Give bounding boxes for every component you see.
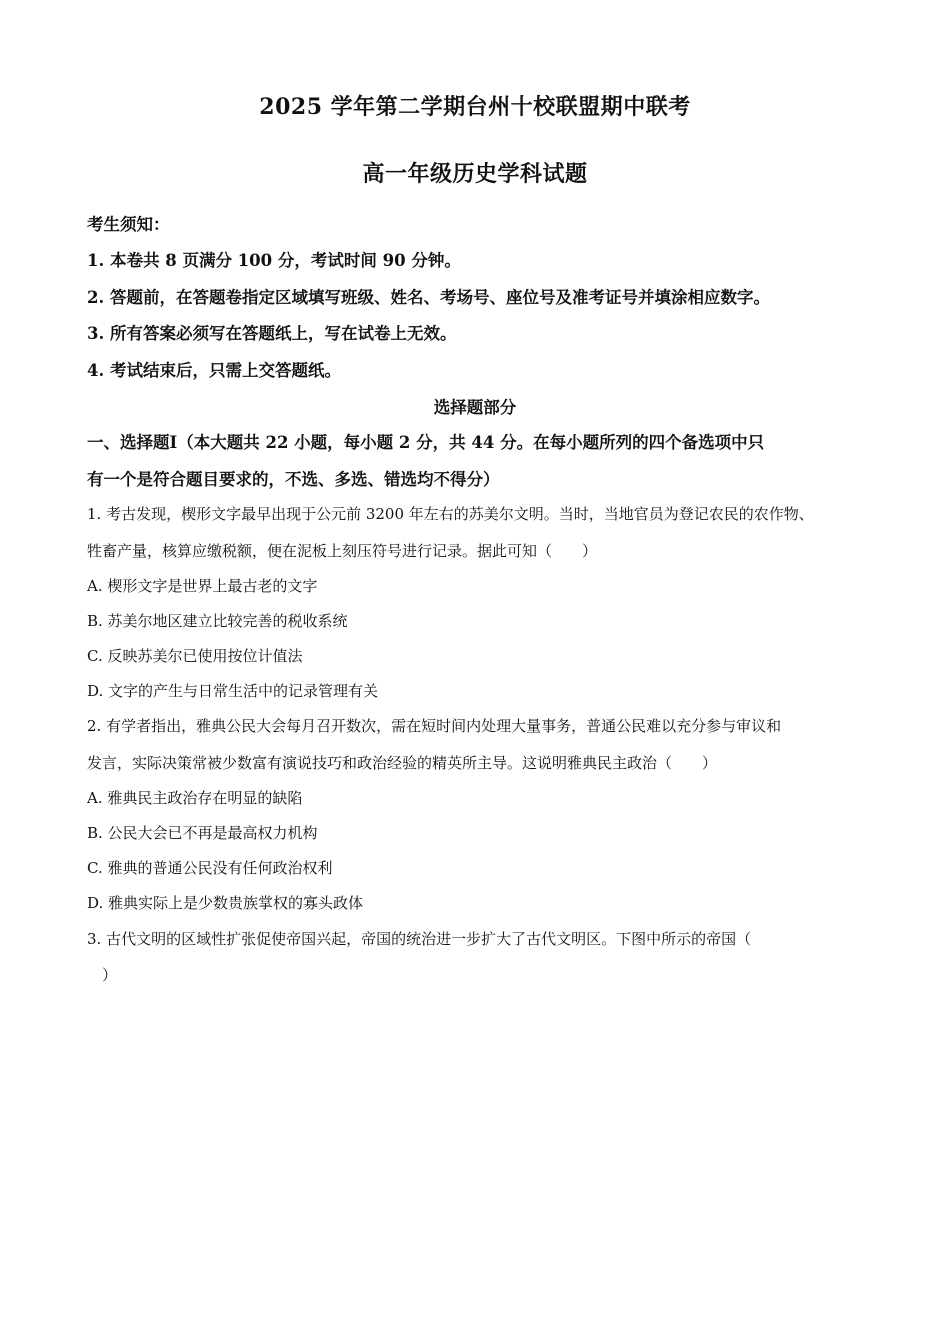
question-stem: 2. 有学者指出，雅典公民大会每月召开数次，需在短时间内处理大量事务，普通公民难以充分参与审议和: [87, 717, 782, 735]
answer-option: C. 反映苏美尔已使用按位计值法: [87, 647, 303, 665]
answer-option: B. 公民大会已不再是最高权力机构: [87, 824, 318, 842]
question-stem: 发言，实际决策常被少数富有演说技巧和政治经验的精英所主导。这说明雅典民主政治（ ）: [87, 754, 718, 772]
question-stem: ）: [87, 966, 118, 984]
answer-option: B. 苏美尔地区建立比较完善的税收系统: [87, 612, 348, 630]
exam-subtitle: 高一年级历史学科试题: [362, 161, 588, 187]
answer-option: A. 雅典民主政治存在明显的缺陷: [87, 789, 303, 807]
answer-option: C. 雅典的普通公民没有任何政治权利: [87, 859, 333, 877]
notice-item: 3. 所有答案必须写在答题纸上，写在试卷上无效。: [87, 324, 457, 343]
answer-option: A. 楔形文字是世界上最古老的文字: [87, 577, 318, 595]
notice-heading: 考生须知：: [87, 215, 170, 234]
notice-item: 1. 本卷共 8 页满分 100 分，考试时间 90 分钟。: [87, 251, 461, 270]
part-heading: 一、选择题Ⅰ（本大题共 22 小题，每小题 2 分，共 44 分。在每小题所列的四个备选项中只: [87, 433, 765, 452]
exam-title: 2025 学年第二学期台州十校联盟期中联考: [259, 94, 691, 120]
notice-item: 4. 考试结束后，只需上交答题纸。: [87, 361, 341, 380]
answer-option: D. 文字的产生与日常生活中的记录管理有关: [87, 682, 379, 700]
notice-item: 2. 答题前，在答题卷指定区域填写班级、姓名、考场号、座位号及准考证号并填涂相应数字。: [87, 288, 770, 307]
part-heading: 有一个是符合题目要求的，不选、多选、错选均不得分）: [87, 470, 500, 489]
question-stem: 1. 考古发现，楔形文字最早出现于公元前 3200 年左右的苏美尔文明。当时，当地官员为登记农民的农作物、: [87, 505, 814, 523]
question-stem: 牲畜产量，核算应缴税额，便在泥板上刻压符号进行记录。据此可知（ ）: [87, 542, 598, 560]
answer-option: D. 雅典实际上是少数贵族掌权的寡头政体: [87, 894, 364, 912]
section-title: 选择题部分: [433, 398, 517, 417]
question-stem: 3. 古代文明的区域性扩张促使帝国兴起，帝国的统治进一步扩大了古代文明区。下图中所示的帝国（: [87, 930, 752, 948]
